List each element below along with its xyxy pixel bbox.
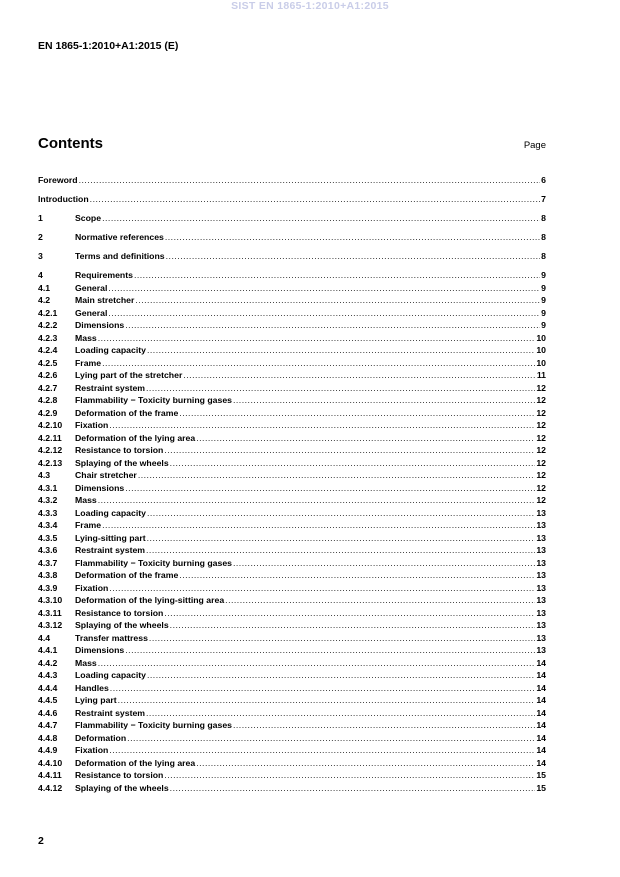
toc-leader-dots [102, 357, 535, 370]
toc-entry-number: 4.2.3 [38, 332, 58, 343]
toc-leader-dots [102, 212, 540, 225]
toc-leader-dots [170, 782, 536, 795]
toc-entry-title[interactable]: Deformation of the frame [75, 407, 179, 418]
toc-entry-number: 4.2.9 [38, 407, 58, 418]
toc-entry-title[interactable]: Mass [75, 657, 97, 668]
toc-entry-page: 14 [536, 757, 546, 768]
toc-entry[interactable] [38, 582, 546, 595]
toc-entry-page: 12 [536, 495, 546, 505]
toc-leader-dots [233, 719, 535, 732]
toc-leader-dots [164, 769, 535, 782]
toc-entry[interactable] [38, 382, 546, 395]
toc-entry-number: 4.3.3 [38, 507, 58, 518]
toc-leader-dots [125, 319, 540, 332]
toc-entry-number: 4.2.11 [38, 432, 62, 443]
toc-entry-title[interactable]: Dimensions [75, 482, 125, 493]
toc-entry-number: 4.4.7 [38, 720, 58, 730]
toc-leader-dots [179, 569, 535, 582]
toc-entry[interactable] [38, 632, 546, 645]
toc-entry[interactable] [38, 757, 546, 770]
toc-leader-dots [102, 519, 535, 532]
toc-entry[interactable] [38, 482, 546, 495]
toc-entry-title[interactable]: Flammability − Toxicity burning gases [75, 720, 232, 730]
toc-entry-title[interactable]: Dimensions [75, 320, 125, 330]
toc-entry[interactable] [38, 769, 546, 782]
toc-entry-number: 4.3.8 [38, 570, 58, 580]
toc-entry-number: 2 [38, 232, 43, 242]
toc-entry-number: 4.4.8 [38, 732, 58, 743]
toc-entry[interactable] [38, 469, 546, 482]
toc-entry-title[interactable]: Foreword [38, 175, 78, 185]
toc-entry-page: 13 [536, 632, 546, 643]
toc-entry-number: 4.4.11 [38, 770, 62, 780]
toc-entry-page: 7 [541, 194, 546, 204]
toc-entry-title[interactable]: Handles [75, 682, 109, 693]
toc-entry-page: 15 [536, 782, 546, 793]
toc-entry-number: 4.4 [38, 632, 51, 643]
toc-entry-title[interactable]: Fixation [75, 582, 109, 593]
toc-entry-number: 4.3.10 [38, 595, 63, 605]
toc-entry-number: 4.2.1 [38, 307, 58, 318]
toc-entry-title[interactable]: Loading capacity [75, 507, 146, 518]
toc-entry[interactable] [38, 644, 546, 657]
toc-leader-dots [196, 757, 535, 770]
toc-entry-title[interactable]: Scope [75, 213, 102, 223]
toc-entry[interactable] [38, 344, 546, 357]
toc-entry-number: 4.2.4 [38, 345, 58, 355]
table-of-contents [38, 174, 546, 794]
toc-entry-page: 13 [536, 620, 546, 630]
toc-entry-title[interactable]: Requirements [75, 270, 133, 280]
toc-entry-number: 4.2.13 [38, 457, 63, 468]
toc-entry[interactable] [38, 719, 546, 732]
toc-entry-page: 13 [536, 582, 546, 593]
toc-entry[interactable] [38, 594, 546, 607]
toc-entry-title[interactable]: Fixation [75, 420, 109, 430]
toc-entry-number: 4.4.1 [38, 645, 58, 655]
toc-leader-dots [146, 707, 535, 720]
toc-leader-dots [109, 582, 535, 595]
toc-entry-number: 4.2.8 [38, 395, 58, 405]
toc-entry-number: 4.4.12 [38, 782, 63, 793]
toc-entry-title[interactable]: Transfer mattress [75, 632, 148, 643]
toc-entry-title[interactable]: Resistance to torsion [75, 445, 164, 455]
toc-entry[interactable] [38, 174, 546, 187]
toc-entry-number: 4 [38, 270, 43, 280]
toc-leader-dots [98, 494, 536, 507]
toc-entry-page: 8 [541, 213, 546, 223]
toc-leader-dots [196, 432, 535, 445]
watermark: SIST EN 1865-1:2010+A1:2015 [231, 0, 389, 12]
toc-entry-title[interactable]: Loading capacity [75, 670, 146, 680]
toc-entry-title[interactable]: Restraint system [75, 382, 146, 393]
toc-entry-page: 13 [536, 507, 546, 518]
toc-entry-page: 12 [536, 420, 546, 430]
toc-entry[interactable] [38, 669, 546, 682]
toc-entry-title[interactable]: General [75, 282, 108, 293]
toc-entry[interactable] [38, 269, 546, 282]
toc-entry[interactable] [38, 294, 546, 307]
toc-entry-page: 8 [541, 232, 546, 242]
toc-leader-dots [127, 732, 535, 745]
toc-entry-number: 4.2.2 [38, 320, 58, 330]
toc-leader-dots [164, 444, 535, 457]
toc-leader-dots [98, 657, 536, 670]
toc-leader-dots [118, 694, 536, 707]
toc-leader-dots [138, 469, 536, 482]
toc-entry-title[interactable]: General [75, 307, 108, 318]
toc-leader-dots [233, 557, 535, 570]
toc-entry-page: 13 [536, 557, 546, 568]
toc-entry-page: 14 [536, 670, 546, 680]
toc-entry[interactable] [38, 444, 546, 457]
toc-entry-page: 12 [536, 432, 546, 443]
toc-entry-title[interactable]: Normative references [75, 232, 164, 242]
toc-entry-number: 4.2.7 [38, 382, 58, 393]
toc-entry-title[interactable]: Flammability − Toxicity burning gases [75, 557, 232, 568]
toc-entry-title[interactable]: Dimensions [75, 645, 125, 655]
toc-entry-title[interactable]: Lying part [75, 695, 117, 705]
toc-leader-dots [98, 332, 536, 345]
toc-leader-dots [147, 344, 535, 357]
toc-leader-dots [233, 394, 535, 407]
toc-entry-page: 8 [541, 251, 546, 261]
toc-entry[interactable] [38, 694, 546, 707]
toc-entry-page: 14 [536, 695, 546, 705]
toc-entry-page: 12 [536, 407, 546, 418]
toc-entry-page: 13 [536, 607, 546, 618]
toc-entry-page: 14 [536, 732, 546, 743]
toc-entry-title[interactable]: Mass [75, 495, 97, 505]
toc-entry-number: 4.4.9 [38, 745, 58, 755]
toc-entry-title[interactable]: Deformation of the lying area [75, 432, 196, 443]
toc-entry-number: 4.2.12 [38, 445, 63, 455]
toc-entry-title[interactable]: Deformation of the frame [75, 570, 179, 580]
toc-entry-page: 14 [536, 720, 546, 730]
toc-leader-dots [125, 482, 535, 495]
toc-leader-dots [149, 632, 535, 645]
toc-entry[interactable] [38, 519, 546, 532]
toc-entry[interactable] [38, 231, 546, 244]
toc-entry-page: 12 [536, 382, 546, 393]
toc-entry-number: 4.3.9 [38, 582, 58, 593]
toc-leader-dots [179, 407, 535, 420]
toc-entry-title[interactable]: Lying-sitting part [75, 532, 146, 543]
toc-leader-dots [165, 231, 540, 244]
toc-entry-page: 10 [536, 357, 546, 368]
toc-entry-title[interactable]: Splaying of the wheels [75, 457, 169, 468]
toc-entry-number: 4.3.11 [38, 607, 62, 618]
toc-entry[interactable] [38, 394, 546, 407]
toc-entry-number: 4.4.10 [38, 757, 63, 768]
toc-entry-title[interactable]: Deformation of the lying area [75, 757, 196, 768]
toc-entry-number: 4.4.3 [38, 670, 58, 680]
contents-title: Contents [38, 135, 103, 152]
toc-entry[interactable] [38, 407, 546, 420]
toc-entry-page: 6 [541, 175, 546, 185]
toc-entry-page: 12 [536, 470, 546, 480]
toc-entry[interactable] [38, 544, 546, 557]
toc-leader-dots [166, 250, 541, 263]
toc-leader-dots [147, 669, 535, 682]
toc-entry[interactable] [38, 193, 546, 206]
toc-entry-page: 13 [536, 570, 546, 580]
page-number: 2 [38, 835, 44, 847]
toc-entry-number: 4.3.4 [38, 520, 58, 530]
toc-entry-number: 4.2.10 [38, 420, 63, 430]
toc-entry-title[interactable]: Lying part of the stretcher [75, 370, 183, 380]
toc-leader-dots [90, 193, 540, 206]
toc-entry-number: 4.3.7 [38, 557, 58, 568]
toc-entry-number: 4.3.2 [38, 495, 58, 505]
toc-entry-number: 4.4.4 [38, 682, 58, 693]
page-column-label: Page [523, 140, 546, 151]
toc-entry[interactable] [38, 332, 546, 345]
toc-entry[interactable] [38, 619, 546, 632]
toc-entry-title[interactable]: Restraint system [75, 707, 146, 718]
toc-entry[interactable] [38, 557, 546, 570]
toc-entry-page: 12 [536, 457, 546, 468]
toc-entry-page: 9 [541, 320, 546, 330]
toc-entry-page: 9 [541, 270, 546, 280]
toc-entry-number: 4.2 [38, 295, 51, 305]
toc-entry-page: 13 [536, 520, 546, 530]
toc-leader-dots [125, 644, 535, 657]
toc-entry-page: 9 [541, 307, 546, 318]
document-id: EN 1865-1:2010+A1:2015 (E) [38, 40, 179, 52]
toc-entry-page: 12 [536, 482, 546, 493]
toc-entry-number: 3 [38, 251, 43, 261]
toc-leader-dots [147, 532, 536, 545]
toc-entry[interactable] [38, 282, 546, 295]
toc-entry-title[interactable]: Terms and definitions [75, 251, 165, 261]
toc-entry-page: 10 [536, 345, 546, 355]
toc-entry-title[interactable]: Mass [75, 332, 97, 343]
toc-entry-page: 10 [536, 332, 546, 343]
toc-entry-page: 11 [536, 370, 546, 380]
toc-leader-dots [108, 282, 540, 295]
toc-entry[interactable] [38, 532, 546, 545]
toc-entry[interactable] [38, 369, 546, 382]
toc-entry-page: 14 [536, 682, 546, 693]
toc-entry-title[interactable]: Deformation of the lying-sitting area [75, 595, 225, 605]
toc-entry-page: 13 [536, 595, 546, 605]
toc-entry[interactable] [38, 607, 546, 620]
toc-entry[interactable] [38, 732, 546, 745]
toc-entry-page: 14 [536, 745, 546, 755]
toc-entry-page: 14 [536, 707, 546, 718]
toc-entry-title[interactable]: Splaying of the wheels [75, 782, 169, 793]
toc-entry-number: 4.4.5 [38, 695, 58, 705]
toc-leader-dots [108, 307, 540, 320]
toc-entry-page: 13 [536, 532, 546, 543]
toc-entry-title[interactable]: Resistance to torsion [75, 607, 164, 618]
toc-leader-dots [183, 369, 535, 382]
toc-entry-number: 4.2.5 [38, 357, 58, 368]
toc-entry-number: 4.3 [38, 470, 51, 480]
toc-entry-title[interactable]: Resistance to torsion [75, 770, 164, 780]
toc-entry[interactable] [38, 657, 546, 670]
toc-entry-number: 4.3.6 [38, 545, 58, 555]
toc-entry-number: 4.2.6 [38, 370, 58, 380]
toc-entry-title[interactable]: Flammability − Toxicity burning gases [75, 395, 232, 405]
toc-entry[interactable] [38, 319, 546, 332]
toc-entry-page: 15 [536, 770, 546, 780]
toc-entry-page: 13 [536, 545, 546, 555]
toc-entry-number: 4.4.6 [38, 707, 58, 718]
toc-entry-page: 14 [536, 657, 546, 668]
toc-leader-dots [109, 419, 535, 432]
toc-entry-page: 12 [536, 445, 546, 455]
toc-entry[interactable] [38, 457, 546, 470]
toc-entry[interactable] [38, 419, 546, 432]
toc-entry-number: 4.4.2 [38, 657, 58, 668]
toc-leader-dots [109, 744, 535, 757]
toc-leader-dots [134, 269, 540, 282]
toc-entry-title[interactable]: Main stretcher [75, 295, 135, 305]
toc-entry-title[interactable]: Restraint system [75, 545, 146, 555]
toc-entry-page: 9 [541, 282, 546, 293]
toc-entry[interactable] [38, 507, 546, 520]
toc-entry[interactable] [38, 212, 546, 225]
toc-leader-dots [135, 294, 540, 307]
toc-leader-dots [110, 682, 536, 695]
toc-entry[interactable] [38, 707, 546, 720]
toc-entry-title[interactable]: Introduction [38, 194, 89, 204]
toc-entry-title[interactable]: Chair stretcher [75, 470, 137, 480]
toc-entry[interactable] [38, 307, 546, 320]
toc-entry-title[interactable]: Splaying of the wheels [75, 620, 169, 630]
toc-entry-page: 9 [541, 295, 546, 305]
toc-leader-dots [79, 174, 541, 187]
toc-entry-page: 12 [536, 395, 546, 405]
toc-entry-number: 4.3.1 [38, 482, 58, 493]
toc-entry-title[interactable]: Loading capacity [75, 345, 146, 355]
toc-entry[interactable] [38, 494, 546, 507]
toc-entry[interactable] [38, 744, 546, 757]
toc-entry[interactable] [38, 569, 546, 582]
toc-entry[interactable] [38, 357, 546, 370]
toc-leader-dots [225, 594, 535, 607]
toc-leader-dots [170, 457, 536, 470]
toc-leader-dots [164, 607, 535, 620]
toc-entry-number: 4.1 [38, 282, 51, 293]
toc-entry-number: 1 [38, 213, 43, 223]
toc-entry-number: 4.3.12 [38, 620, 63, 630]
toc-entry-title[interactable]: Deformation [75, 732, 127, 743]
toc-leader-dots [146, 544, 535, 557]
toc-entry[interactable] [38, 432, 546, 445]
toc-entry-number: 4.3.5 [38, 532, 58, 543]
toc-leader-dots [147, 507, 535, 520]
toc-leader-dots [170, 619, 536, 632]
toc-entry[interactable] [38, 682, 546, 695]
toc-entry-page: 13 [536, 645, 546, 655]
toc-entry-title[interactable]: Frame [75, 357, 102, 368]
toc-leader-dots [146, 382, 535, 395]
toc-entry-title[interactable]: Frame [75, 520, 102, 530]
toc-entry[interactable] [38, 250, 546, 263]
toc-entry-title[interactable]: Fixation [75, 745, 109, 755]
toc-entry[interactable] [38, 782, 546, 795]
